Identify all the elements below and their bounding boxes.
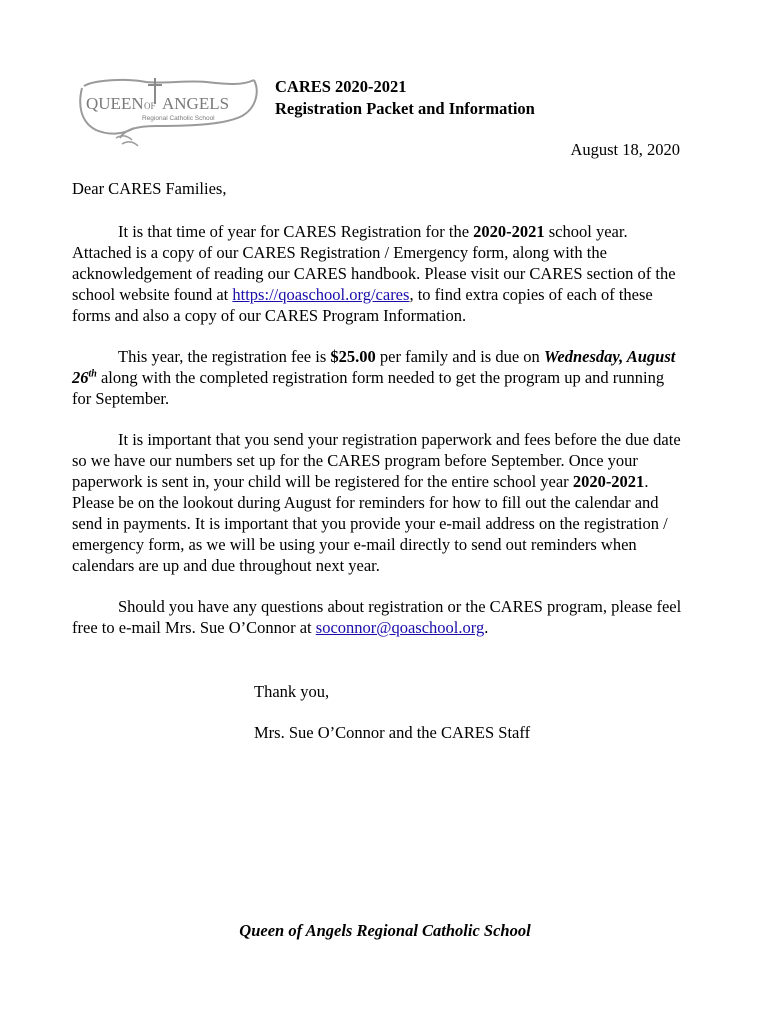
salutation: Dear CARES Families, — [72, 179, 227, 198]
paragraph-2 — [72, 346, 687, 409]
school-logo — [76, 74, 262, 154]
due-date-suffix: th — [88, 368, 97, 380]
p1-text-3: , to find extra copies of each of these forms and also a copy of our CARES Program Information. — [72, 285, 653, 325]
logo-of: OF — [144, 101, 156, 111]
p2-text-2: per family and is due on — [375, 347, 544, 366]
cares-website-link[interactable]: https://qoaschool.org/cares — [232, 285, 410, 304]
p4-text: Should you have any questions about registration or the CARES program, please feel free to e-mail Mrs. Sue O’Connor at — [72, 597, 682, 637]
header-subtitle: Registration Packet and Information — [275, 99, 535, 118]
closing-thanks: Thank you, — [254, 682, 330, 701]
contact-email-link[interactable]: soconnor@qoaschool.org — [315, 618, 485, 637]
p3-text-2: . Please be on the lookout during August for reminders for how to fill out the calendar and send in payments. It is important that you provide your e-mail address on the registration / emergency form, as we will be using your e-mail directly to send out reminders when calendars are up and due throughout next year. — [72, 472, 668, 575]
due-date-day: Wednesday, August 26 — [72, 347, 676, 387]
p3-school-year: 2020-2021 — [572, 472, 645, 491]
logo-subtitle: Regional Catholic School — [142, 115, 215, 122]
logo-queen: QUEEN — [86, 94, 144, 113]
p1-text: It is that time of year for CARES Registration for the — [118, 222, 474, 241]
p2-text-3: along with the completed registration form needed to get the program up and running for September. — [72, 368, 665, 408]
p1-school-year: 2020-2021 — [473, 222, 545, 241]
logo-angels: ANGELS — [162, 94, 230, 113]
registration-fee: $25.00 — [330, 347, 376, 366]
p1-text-2: school year. Attached is a copy of our CARES Registration / Emergency form, along with the acknowledgement of reading our CARES handbook. Please visit our CARES section of the school website found at — [72, 222, 676, 304]
paragraph-3 — [72, 429, 687, 576]
document-header — [275, 76, 535, 120]
header-title: CARES 2020-2021 — [275, 77, 407, 96]
school-name-footer: Queen of Angels Regional Catholic School — [239, 921, 531, 940]
p4-text-2: . — [484, 618, 489, 637]
paragraph-1 — [72, 221, 687, 326]
p2-text: This year, the registration fee is — [118, 347, 331, 366]
letter-date: August 18, 2020 — [570, 140, 680, 159]
letter-body — [72, 221, 687, 658]
paragraph-4 — [72, 596, 687, 638]
letter-closing — [254, 681, 530, 763]
closing-signature: Mrs. Sue O’Connor and the CARES Staff — [254, 723, 531, 742]
p3-text: It is important that you send your registration paperwork and fees before the due date so we have our numbers set up for the CARES program before September. Once your paperwork is sent in, your child will be registered for the entire school year — [72, 430, 681, 491]
